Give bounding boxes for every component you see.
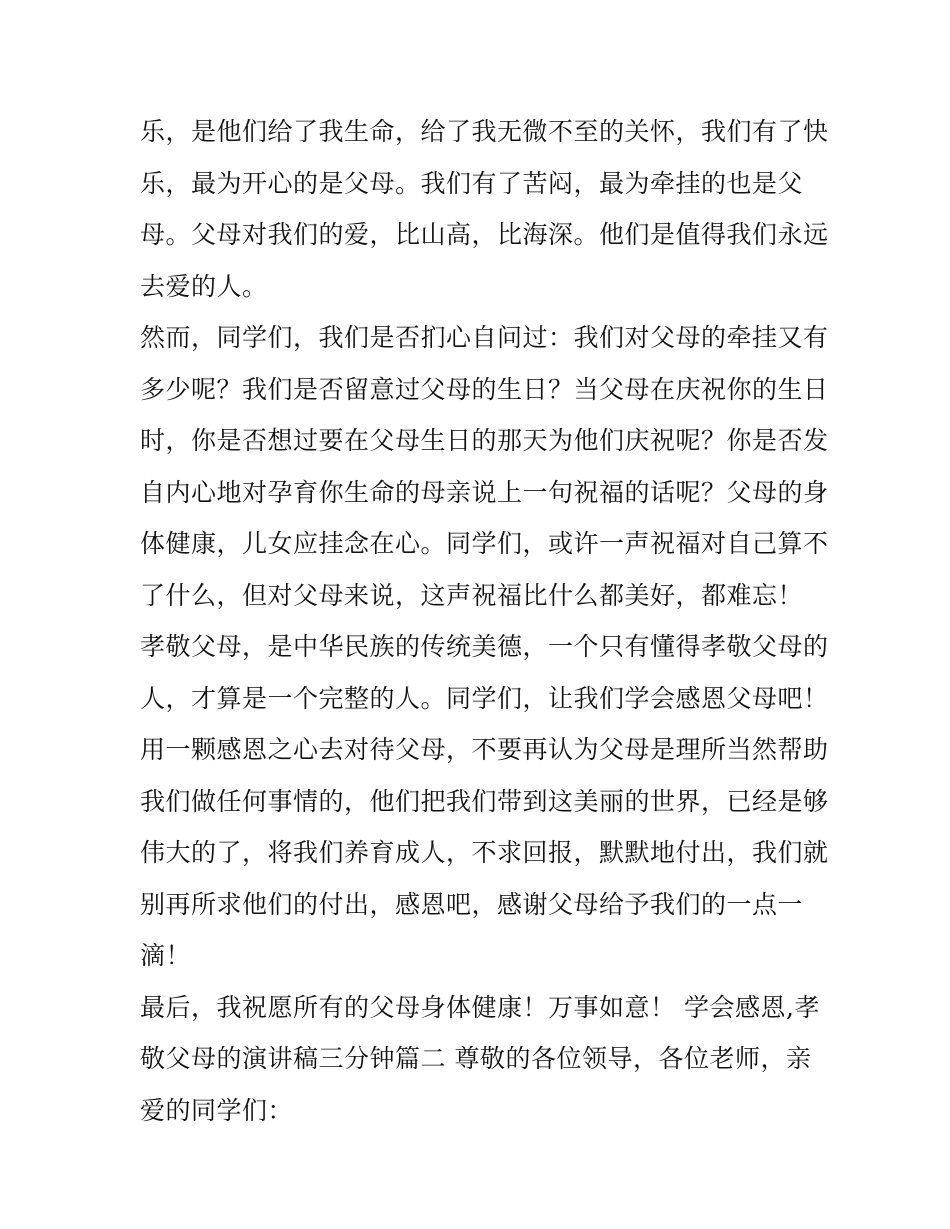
text-line: 时，你是否想过要在父母生日的那天为他们庆祝呢？你是否发	[140, 426, 829, 455]
text-line: 然而，同学们，我们是否扪心自问过：我们对父母的牵挂又有	[140, 323, 829, 352]
text-line: 去爱的人。	[140, 271, 268, 301]
text-line: 用一颗感恩之心去对待父母，不要再认为父母是理所当然帮助	[140, 735, 829, 764]
text-line: 最后，我祝愿所有的父母身体健康！万事如意！ 学会感恩,孝	[140, 992, 820, 1022]
text-line: 自内心地对孕育你生命的母亲说上一句祝福的话呢？父母的身	[140, 477, 829, 507]
text-line: 母。父母对我们的爱，比山高，比海深。他们是值得我们永远	[140, 220, 829, 249]
text-line: 乐，是他们给了我生命，给了我无微不至的关怀，我们有了快	[140, 117, 829, 146]
text-line: 别再所求他们的付出，感恩吧，感谢父母给予我们的一点一	[140, 889, 804, 919]
text-line: 了什么，但对父母来说，这声祝福比什么都美好，都难忘！	[140, 580, 804, 610]
text-line: 乐，最为开心的是父母。我们有了苦闷，最为牵挂的也是父	[140, 168, 804, 198]
text-line: 伟大的了，将我们养育成人，不求回报，默默地付出，我们就	[140, 838, 829, 867]
text-line: 孝敬父母，是中华民族的传统美德，一个只有懂得孝敬父母的	[140, 632, 829, 661]
text-line: 人，才算是一个完整的人。同学们，让我们学会感恩父母吧！	[140, 683, 829, 713]
text-line: 多少呢？我们是否留意过父母的生日？当父母在庆祝你的生日	[140, 374, 829, 404]
text-line: 敬父母的演讲稿三分钟篇二 尊敬的各位领导，各位老师，亲	[140, 1044, 812, 1073]
text-line: 我们做任何事情的，他们把我们带到这美丽的世界，已经是够	[140, 786, 829, 816]
text-line: 体健康，儿女应挂念在心。同学们，或许一声祝福对自己算不	[140, 529, 829, 558]
text-line: 爱的同学们：	[140, 1095, 294, 1125]
speech-text	[140, 106, 830, 1136]
text-line: 滴！	[140, 941, 192, 970]
